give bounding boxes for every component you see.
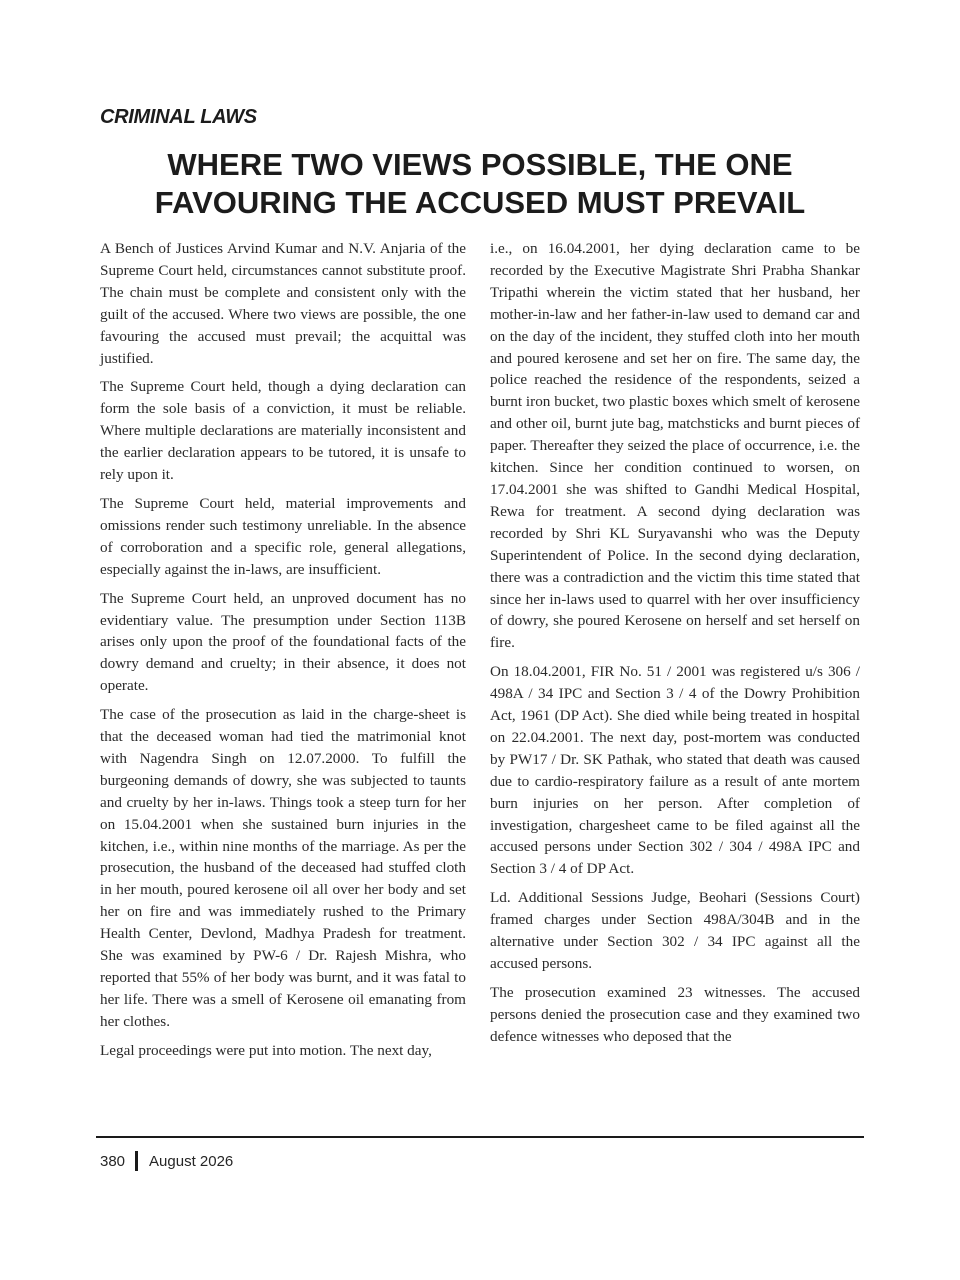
paragraph: On 18.04.2001, FIR No. 51 / 2001 was registered u/s 306 / 498A / 34 IPC and Section 3 / 4 of the Dowry Prohibition Act, 1961 (DP Act). She died while being treated in hospital on 22.04.2001. The next day, post-mortem was conducted by PW17 / Dr. SK Pathak, who stated that death was caused due to cardio-respiratory failure as a result of ante mortem burn injuries on her person. After completion of investigation, chargesheet came to be filed against all the accused persons under Section 302 / 304 / 498A IPC and Section 3 / 4 of DP Act. [490, 663, 860, 878]
paragraph: A Bench of Justices Arvind Kumar and N.V. Anjaria of the Supreme Court held, circumstances cannot substitute proof. The chain must be complete and consistent only with the guilt of the accused. Where two views are possible, the one favouring the accused must prevail; the acquittal was justified. [100, 240, 466, 367]
paragraph: i.e., on 16.04.2001, her dying declaration came to be recorded by the Executive Magistrate Shri Prabha Shankar Tripathi wherein the victim stated that her husband, her mother-in-law and her father-in-law used to demand car and on the day of the incident, they stuffed cloth into her mouth and poured kerosene and set her on fire. The same day, the police reached the residence of the respondents, seized a burnt iron bucket, two plastic boxes which smelt of kerosene and other oil, burnt jute bag, matchsticks and burnt pieces of paper. Thereafter they seized the place of occurrence, i.e. the kitchen. Since her condition continued to worsen, on 17.04.2001 she was shifted to Gandhi Medical Hospital, Rewa for treatment. A second dying declaration was recorded by Shri KL Suryavanshi who was the Deputy Superintendent of Police. In the second dying declaration, there was a contradiction and the victim this time stated that since her in-laws used to quarrel with her over insufficiency of dowry, she poured Kerosene on herself and set herself on fire. [490, 240, 860, 652]
paragraph: Ld. Additional Sessions Judge, Beohari (Sessions Court) framed charges under Section 498A/304B and in the alternative under Section 302 / 34 IPC against all the accused persons. [490, 889, 860, 972]
page-number: 380 [100, 1152, 126, 1170]
footer-divider [96, 1136, 864, 1138]
paragraph: The Supreme Court held, though a dying declaration can form the sole basis of a conviction, it must be reliable. Where multiple declarations are materially inconsistent and the earlier declaration appears to be tutored, it is unsafe to rely upon it. [100, 378, 466, 484]
issue-date: August 2026 [149, 1152, 234, 1170]
paragraph: The case of the prosecution as laid in the charge-sheet is that the deceased woman had tied the matrimonial knot with Nagendra Singh on 12.07.2000. To fulfill the burgeoning demands of dowry, she was subjected to taunts and cruelty by her in-laws. Things took a steep turn for her on 15.04.2001 when she sustained burn injuries in the kitchen, i.e., within nine months of the marriage. As per the prosecution, the husband of the deceased had stuffed cloth in her mouth, poured kerosene oil all over her body and set her on fire and was immediately rushed to the Primary Health Center, Devlond, Madhya Pradesh for treatment. She was examined by PW-6 / Dr. Rajesh Mishra, who reported that 55% of her body was burnt, and it was fatal to her life. There was a smell of Kerosene oil emanating from her clothes. [100, 706, 466, 1030]
title-line-2: FAVOURING THE ACCUSED MUST PREVAIL [154, 185, 806, 220]
page-footer [100, 1150, 233, 1172]
footer-separator [135, 1151, 138, 1171]
section-label: CRIMINAL LAWS [100, 106, 257, 128]
right-column [490, 238, 860, 1055]
paragraph: The prosecution examined 23 witnesses. The accused persons denied the prosecution case and they examined two defence witnesses who deposed that the [490, 983, 860, 1045]
paragraph: The Supreme Court held, material improvements and omissions render such testimony unreliable. In the absence of corroboration and a specific role, general allegations, especially against the in-laws, are insufficient. [100, 494, 466, 578]
paragraph: Legal proceedings were put into motion. The next day, [100, 1041, 432, 1059]
article-title [100, 146, 860, 222]
title-line-1: WHERE TWO VIEWS POSSIBLE, THE ONE [167, 147, 793, 182]
paragraph: The Supreme Court held, an unproved document has no evidentiary value. The presumption under Section 113B arises only upon the proof of the foundational facts of the dowry demand and cruelty; in their absence, it does not operate. [100, 589, 466, 695]
left-column [100, 238, 466, 1069]
